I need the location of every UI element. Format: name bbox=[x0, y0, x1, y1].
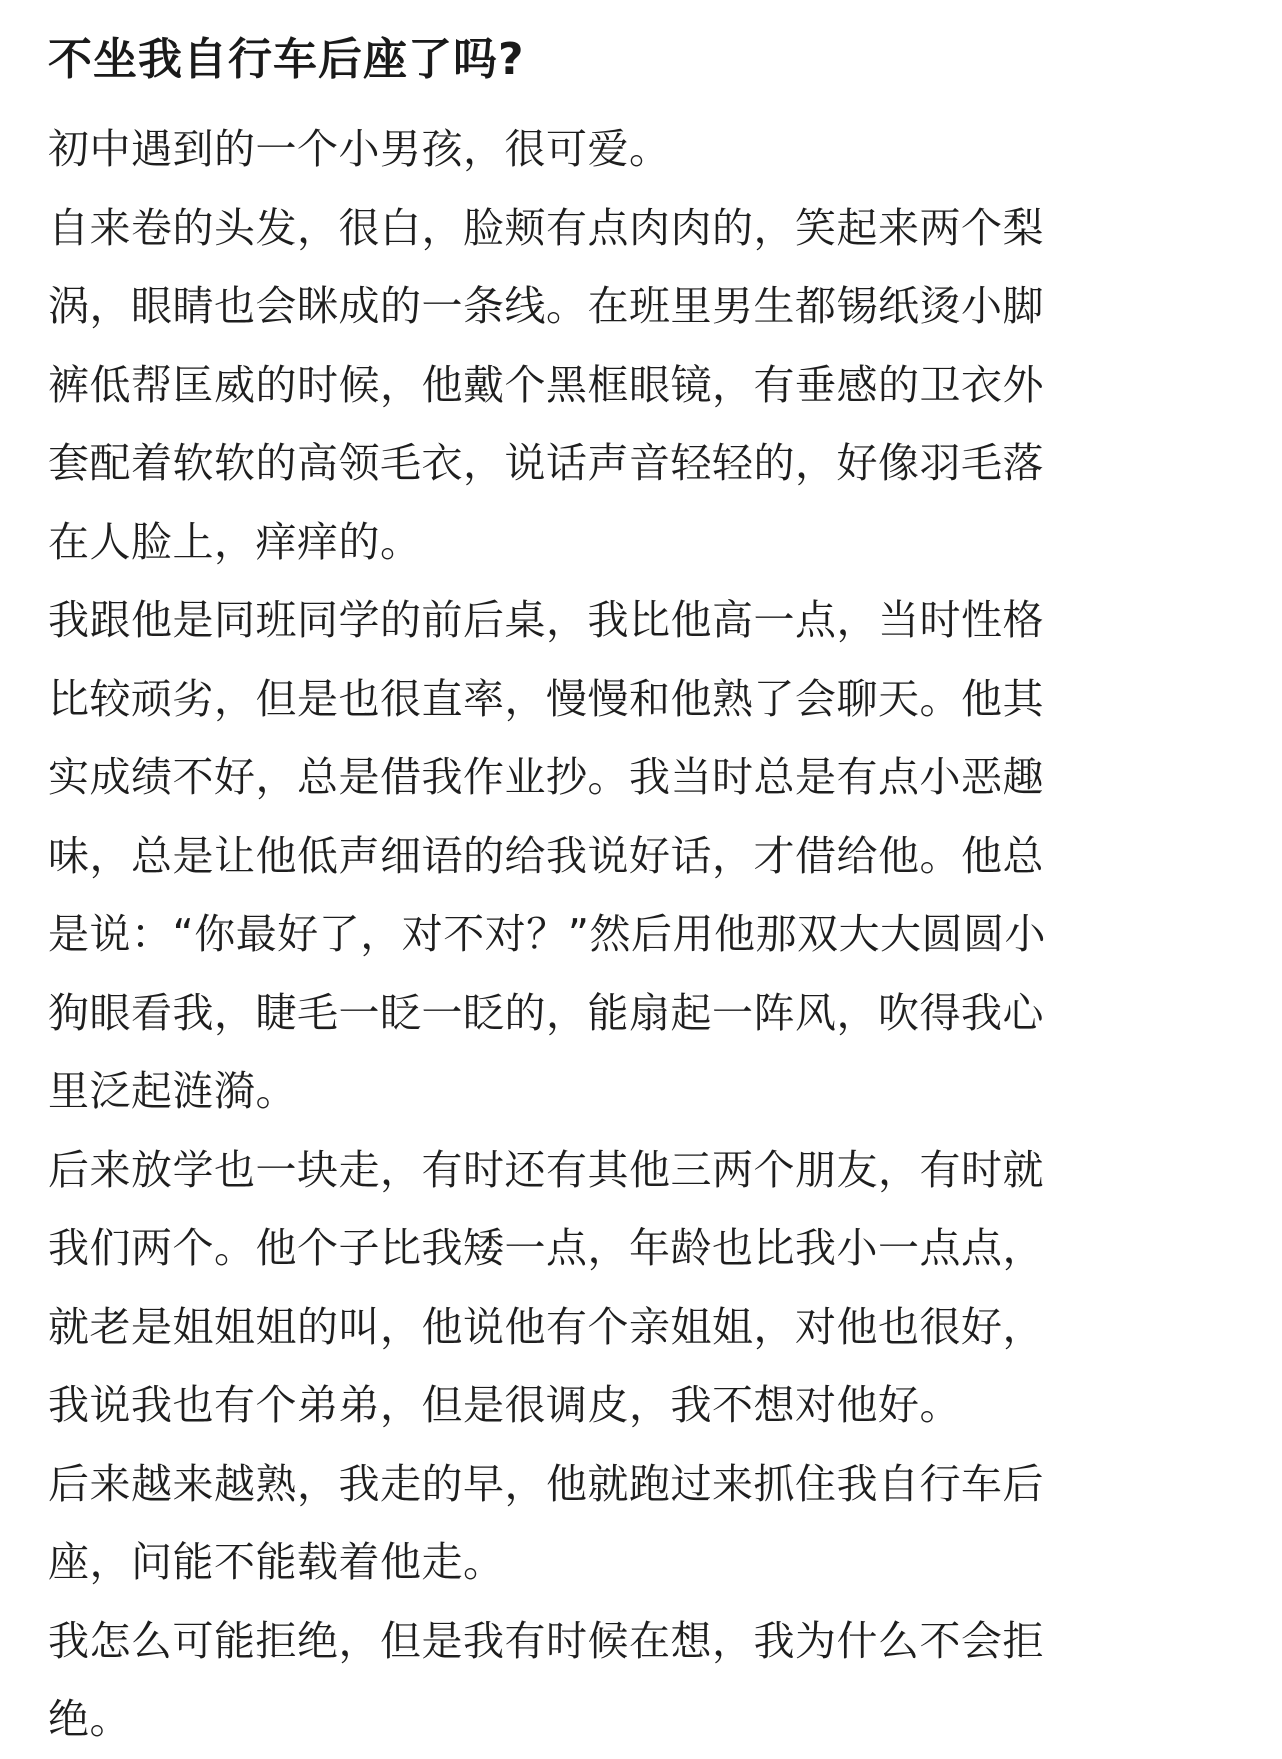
text-line: 里泛起涟漪。 bbox=[48, 1067, 297, 1115]
text-line: 套配着软软的高领毛衣，说话声音轻轻的，好像羽毛落 bbox=[48, 439, 1044, 487]
text-line: 裤低帮匡威的时候，他戴个黑框眼镜，有垂感的卫衣外 bbox=[48, 360, 1044, 409]
text-line: 实成绩不好，总是借我作业抄。我当时总是有点小恶趣 bbox=[48, 753, 1044, 801]
text-line: 味，总是让他低声细语的给我说好话，才借给他。他总 bbox=[48, 831, 1044, 880]
text-line: 自来卷的头发，很白，脸颊有点肉肉的，笑起来两个梨 bbox=[48, 203, 1044, 252]
text-line: 绝。 bbox=[48, 1695, 131, 1743]
text-line: 比较顽劣，但是也很直率，慢慢和他熟了会聊天。他其 bbox=[48, 674, 1044, 723]
text-line: 是说：“你最好了，对不对？”然后用他那双大大圆圆小 bbox=[48, 910, 1046, 958]
text-line: 后来越来越熟，我走的早，他就跑过来抓住我自行车后 bbox=[48, 1459, 1044, 1508]
text-line: 座，问能不能载着他走。 bbox=[48, 1538, 505, 1586]
article-title: 不坐我自行车后座了吗? bbox=[48, 34, 525, 85]
text-line: 我怎么可能拒绝，但是我有时候在想，我为什么不会拒 bbox=[48, 1616, 1044, 1665]
text-line: 我跟他是同班同学的前后桌，我比他高一点，当时性格 bbox=[48, 596, 1044, 644]
text-line: 就老是姐姐姐的叫，他说他有个亲姐姐，对他也很好， bbox=[48, 1302, 1044, 1351]
text-line: 狗眼看我，睫毛一眨一眨的，能扇起一阵风，吹得我心 bbox=[48, 988, 1044, 1037]
text-line: 我说我也有个弟弟，但是很调皮，我不想对他好。 bbox=[48, 1381, 961, 1429]
text-line: 涡，眼睛也会眯成的一条线。在班里男生都锡纸烫小脚 bbox=[48, 282, 1044, 330]
text-line: 我们两个。他个子比我矮一点，年龄也比我小一点点， bbox=[48, 1224, 1044, 1272]
text-line: 初中遇到的一个小男孩，很可爱。 bbox=[48, 125, 671, 173]
text-line: 在人脸上，痒痒的。 bbox=[48, 517, 422, 566]
text-line: 后来放学也一块走，有时还有其他三两个朋友，有时就 bbox=[48, 1145, 1044, 1194]
article-body bbox=[48, 110, 1234, 1759]
